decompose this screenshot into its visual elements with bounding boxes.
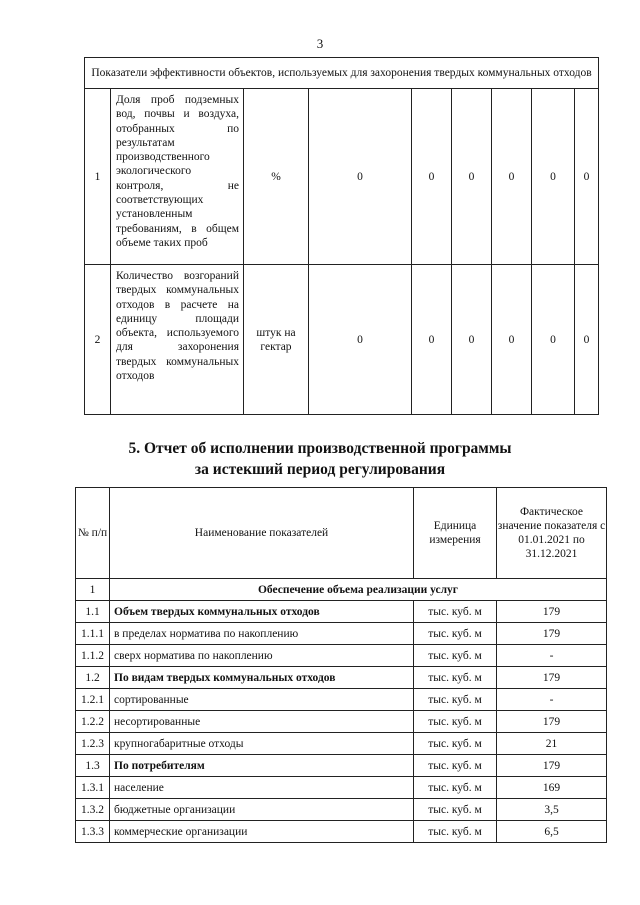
row-number: 1.2.3	[76, 733, 110, 755]
indicator-value: 0	[575, 89, 599, 265]
table-row	[76, 733, 607, 755]
indicator-value: 0	[492, 265, 532, 415]
indicator-unit: тыс. куб. м	[414, 623, 497, 645]
section-heading-line1: 5. Отчет об исполнении производственной программы	[128, 440, 512, 457]
indicator-unit: тыс. куб. м	[414, 733, 497, 755]
indicator-value: 169	[497, 777, 607, 799]
indicator-unit: тыс. куб. м	[414, 711, 497, 733]
indicator-value: 179	[497, 667, 607, 689]
header-unit: Единица измерения	[414, 488, 497, 579]
page-number: 3	[316, 36, 324, 51]
header-value: Фактическое значение показателя с 01.01.2021 по 31.12.2021	[497, 488, 607, 579]
indicator-value: 0	[452, 265, 492, 415]
table-row	[76, 711, 607, 733]
production-program-report-table	[75, 487, 607, 843]
indicator-name: сверх норматива по накоплению	[110, 645, 414, 667]
indicator-value: 0	[309, 89, 412, 265]
indicator-unit: тыс. куб. м	[414, 667, 497, 689]
indicator-description: Доля проб подземных вод, почвы и воздуха, отобранных по результатам производственного экологического контроля, не соответствующих установленным требованиям, в общем объеме таких проб	[111, 89, 244, 265]
indicator-name: в пределах норматива по накоплению	[110, 623, 414, 645]
indicator-unit: штук на гектар	[244, 265, 309, 415]
indicator-value: 3,5	[497, 799, 607, 821]
indicator-value: 179	[497, 601, 607, 623]
table-row	[76, 645, 607, 667]
efficiency-indicators-table	[84, 57, 599, 415]
row-number: 1.1.1	[76, 623, 110, 645]
indicator-value: 0	[532, 265, 575, 415]
section-heading	[0, 438, 640, 480]
indicator-value: 179	[497, 711, 607, 733]
indicator-value: 0	[452, 89, 492, 265]
table-row	[76, 799, 607, 821]
table-row	[76, 755, 607, 777]
header-name: Наименование показателей	[110, 488, 414, 579]
section-heading-line2: за истекший период регулирования	[194, 461, 446, 478]
table-header: Показатели эффективности объектов, используемых для захоронения твердых коммунальных отходов	[85, 58, 599, 89]
indicator-unit: тыс. куб. м	[414, 755, 497, 777]
section-row	[76, 579, 607, 601]
row-number: 1.1.2	[76, 645, 110, 667]
indicator-value: 0	[309, 265, 412, 415]
row-number: 1.3.2	[76, 799, 110, 821]
table-row	[76, 601, 607, 623]
indicator-name: бюджетные организации	[110, 799, 414, 821]
row-number: 1	[85, 89, 111, 265]
indicator-unit: тыс. куб. м	[414, 799, 497, 821]
row-number: 1	[76, 579, 110, 601]
indicator-unit: тыс. куб. м	[414, 689, 497, 711]
indicator-value: 0	[532, 89, 575, 265]
row-number: 1.3	[76, 755, 110, 777]
row-number: 1.2	[76, 667, 110, 689]
table-row	[85, 89, 599, 265]
indicator-value: 179	[497, 623, 607, 645]
indicator-name: коммерческие организации	[110, 821, 414, 843]
indicator-value: 0	[412, 265, 452, 415]
indicator-name: По видам твердых коммунальных отходов	[110, 667, 414, 689]
row-number: 2	[85, 265, 111, 415]
row-number: 1.3.1	[76, 777, 110, 799]
indicator-value: 0	[412, 89, 452, 265]
section-title: Обеспечение объема реализации услуг	[110, 579, 607, 601]
indicator-unit: тыс. куб. м	[414, 821, 497, 843]
indicator-value: -	[497, 645, 607, 667]
table-row	[85, 265, 599, 415]
indicator-name: крупногабаритные отходы	[110, 733, 414, 755]
row-number: 1.2.1	[76, 689, 110, 711]
table-row	[76, 667, 607, 689]
indicator-value: 6,5	[497, 821, 607, 843]
row-number: 1.2.2	[76, 711, 110, 733]
table-header-row	[76, 488, 607, 579]
row-number: 1.3.3	[76, 821, 110, 843]
header-num: № п/п	[76, 488, 110, 579]
indicator-name: несортированные	[110, 711, 414, 733]
row-number: 1.1	[76, 601, 110, 623]
indicator-unit: тыс. куб. м	[414, 645, 497, 667]
indicator-description: Количество возгораний твердых коммунальных отходов в расчете на единицу площади объекта, используемого для захоронения твердых коммунальных отходов	[111, 265, 244, 415]
indicator-unit: %	[244, 89, 309, 265]
table-row	[76, 689, 607, 711]
indicator-name: сортированные	[110, 689, 414, 711]
indicator-unit: тыс. куб. м	[414, 601, 497, 623]
indicator-value: 179	[497, 755, 607, 777]
table-row	[76, 777, 607, 799]
indicator-unit: тыс. куб. м	[414, 777, 497, 799]
indicator-name: население	[110, 777, 414, 799]
indicator-value: 0	[492, 89, 532, 265]
indicator-value: 21	[497, 733, 607, 755]
indicator-value: 0	[575, 265, 599, 415]
table-row	[76, 623, 607, 645]
indicator-value: -	[497, 689, 607, 711]
indicator-name: По потребителям	[110, 755, 414, 777]
table-row	[76, 821, 607, 843]
indicator-name: Объем твердых коммунальных отходов	[110, 601, 414, 623]
